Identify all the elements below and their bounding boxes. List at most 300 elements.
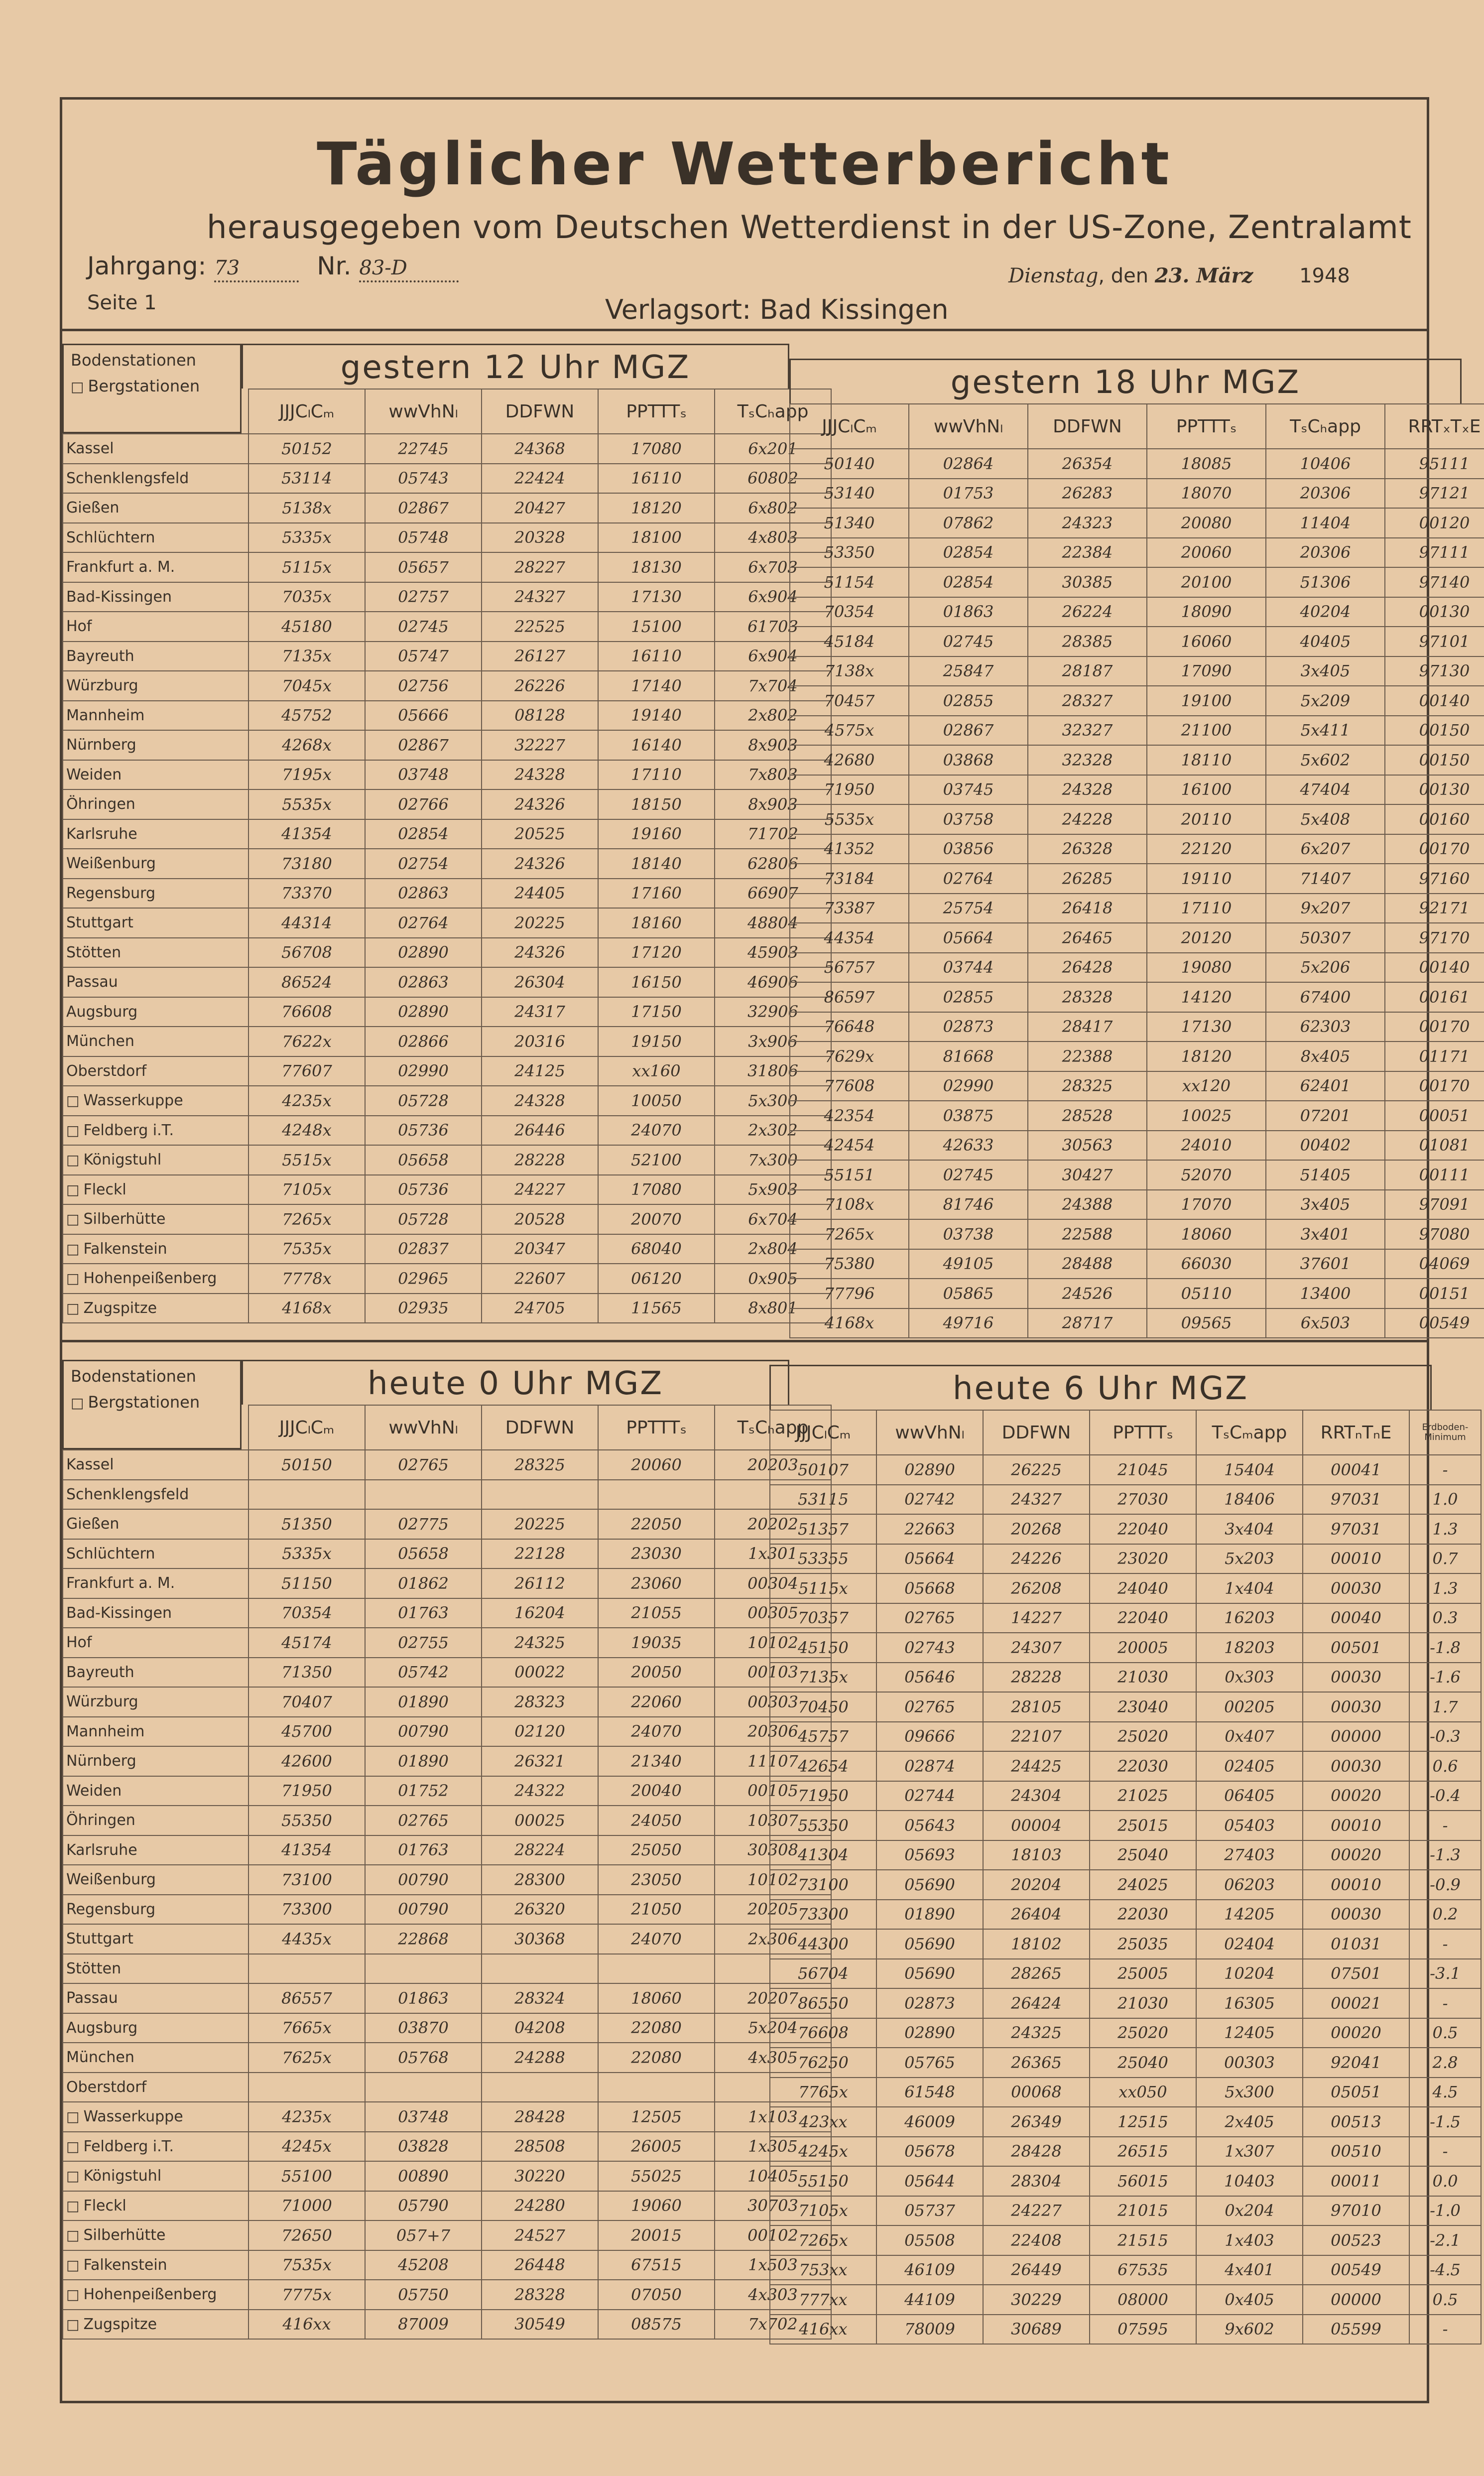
data-cell: 05743	[365, 464, 482, 494]
data-cell: 97170	[1385, 923, 1484, 953]
table-row	[63, 464, 831, 494]
data-cell: 26005	[598, 2132, 715, 2162]
data-cell: 4x305	[715, 2043, 831, 2073]
data-cell: 28105	[983, 1692, 1090, 1722]
data-cell: 26112	[482, 1568, 598, 1598]
data-cell: 72650	[248, 2220, 365, 2250]
data-cell: 16060	[1147, 627, 1266, 656]
table-row	[63, 1480, 831, 1510]
data-cell: 6x703	[715, 552, 831, 582]
data-cell: 22040	[1090, 1514, 1196, 1544]
table-row	[63, 1865, 831, 1895]
data-cell: 19160	[598, 819, 715, 849]
data-cell: 02756	[365, 671, 482, 701]
data-cell: 00022	[482, 1658, 598, 1688]
erdboden-cell: 0.2	[1409, 1900, 1481, 1930]
data-cell: 20225	[482, 1509, 598, 1539]
data-cell: 73300	[248, 1895, 365, 1925]
data-cell: 01171	[1385, 1042, 1484, 1071]
data-cell: 26465	[1028, 923, 1147, 953]
data-cell: 7x803	[715, 760, 831, 790]
data-cell: 07501	[1303, 1959, 1409, 1989]
data-cell: 67535	[1090, 2255, 1196, 2285]
data-cell: 01752	[365, 1776, 482, 1806]
data-cell: 24228	[1028, 804, 1147, 834]
data-cell: 02965	[365, 1264, 482, 1294]
data-cell: 00025	[482, 1806, 598, 1835]
station-name: □ Zugspitze	[63, 2310, 248, 2340]
table-row	[770, 1573, 1481, 1603]
data-cell: 00020	[1303, 1840, 1409, 1870]
table-row	[770, 2225, 1481, 2255]
data-cell: 62401	[1266, 1071, 1385, 1101]
data-cell: 7035x	[248, 582, 365, 612]
data-cell: 5x602	[1266, 745, 1385, 775]
data-cell: 53115	[770, 1485, 876, 1515]
data-cell: 60802	[715, 464, 831, 494]
table-row	[790, 1279, 1484, 1308]
data-cell: 25754	[909, 894, 1028, 923]
data-cell: 70354	[790, 597, 909, 627]
data-cell: 25020	[1090, 2018, 1196, 2048]
data-cell: 45180	[248, 612, 365, 642]
table-row	[790, 656, 1484, 686]
data-cell: 44109	[876, 2285, 983, 2315]
data-cell: 20268	[983, 1514, 1090, 1544]
data-cell: 00170	[1385, 1071, 1484, 1101]
data-cell: 20040	[598, 1776, 715, 1806]
data-cell: 11107	[715, 1746, 831, 1776]
data-cell: 4235x	[248, 1086, 365, 1116]
data-cell: 20015	[598, 2220, 715, 2250]
station-name: Weißenburg	[63, 1865, 248, 1895]
data-cell: 7x702	[715, 2310, 831, 2340]
data-cell: 24288	[482, 2043, 598, 2073]
data-cell: 20347	[482, 1234, 598, 1264]
table-row	[63, 2161, 831, 2191]
table-row	[63, 642, 831, 671]
data-cell: 5x203	[1196, 1544, 1303, 1574]
data-cell: 7135x	[770, 1663, 876, 1693]
data-cell: 24325	[482, 1628, 598, 1658]
data-cell: 05646	[876, 1663, 983, 1693]
table-row	[770, 2196, 1481, 2226]
data-cell: 00120	[1385, 508, 1484, 538]
data-cell: 10204	[1196, 1959, 1303, 1989]
station-name: Bad-Kissingen	[63, 1598, 248, 1628]
data-cell	[248, 1954, 365, 1984]
data-cell: 03856	[909, 834, 1028, 864]
data-cell: 24125	[482, 1056, 598, 1086]
data-cell: 18140	[598, 849, 715, 879]
data-cell: xx160	[598, 1056, 715, 1086]
data-cell: 22868	[365, 1924, 482, 1954]
data-cell: 17150	[598, 997, 715, 1027]
data-cell: 86524	[248, 967, 365, 997]
station-name: □ Wasserkuppe	[63, 2102, 248, 2132]
column-header: DDFWN	[482, 1405, 598, 1450]
data-cell: 50152	[248, 434, 365, 464]
data-cell: 20070	[598, 1204, 715, 1234]
data-cell: 20204	[983, 1870, 1090, 1900]
data-cell: 00140	[1385, 686, 1484, 716]
data-cell: 20202	[715, 1509, 831, 1539]
data-cell: 24040	[1090, 1573, 1196, 1603]
table-row	[63, 2043, 831, 2073]
table-row	[63, 819, 831, 849]
data-cell: 4575x	[790, 716, 909, 746]
data-cell: 18090	[1147, 597, 1266, 627]
data-cell: 6x503	[1266, 1308, 1385, 1338]
station-name: München	[63, 2043, 248, 2073]
table-row	[790, 894, 1484, 923]
table-row	[790, 1160, 1484, 1190]
station-name: Schenklengsfeld	[63, 464, 248, 494]
data-cell: 07862	[909, 508, 1028, 538]
data-cell: 26448	[482, 2250, 598, 2280]
table-row	[790, 538, 1484, 568]
data-cell: 23020	[1090, 1544, 1196, 1574]
table-row	[63, 1056, 831, 1086]
data-cell: 00513	[1303, 2107, 1409, 2137]
table-row	[790, 627, 1484, 656]
data-cell: 7195x	[248, 760, 365, 790]
data-cell: 18060	[1147, 1219, 1266, 1249]
data-cell: 05865	[909, 1279, 1028, 1308]
data-cell: 02745	[909, 627, 1028, 656]
data-cell: 30563	[1028, 1131, 1147, 1161]
data-cell: 25847	[909, 656, 1028, 686]
table-row	[63, 967, 831, 997]
data-cell: 24405	[482, 879, 598, 909]
data-cell: 03875	[909, 1101, 1028, 1131]
data-cell: 05508	[876, 2225, 983, 2255]
column-header: JJJCₗCₘ	[770, 1410, 876, 1455]
data-cell: 26354	[1028, 449, 1147, 479]
data-cell: 30368	[482, 1924, 598, 1954]
data-cell: 18100	[598, 523, 715, 553]
table-row	[770, 1900, 1481, 1930]
data-cell: 22080	[598, 2013, 715, 2043]
data-cell: 5115x	[248, 552, 365, 582]
data-cell: 10403	[1196, 2166, 1303, 2196]
data-cell: 5x903	[715, 1175, 831, 1205]
table-row	[63, 1294, 831, 1323]
station-name: Kassel	[63, 1450, 248, 1480]
data-cell: 057+7	[365, 2220, 482, 2250]
station-name: Gießen	[63, 493, 248, 523]
table-row	[63, 1450, 831, 1480]
data-cell: 41352	[790, 834, 909, 864]
data-cell: 21340	[598, 1746, 715, 1776]
data-cell: 30229	[983, 2285, 1090, 2315]
station-name: Öhringen	[63, 1806, 248, 1835]
data-cell: 00030	[1303, 1900, 1409, 1930]
data-cell: 21030	[1090, 1663, 1196, 1693]
data-cell: 02744	[876, 1781, 983, 1811]
data-cell: 6x201	[715, 434, 831, 464]
data-cell: 97121	[1385, 479, 1484, 509]
data-cell: 02890	[365, 997, 482, 1027]
table-row	[63, 1509, 831, 1539]
data-cell: 26349	[983, 2107, 1090, 2137]
data-cell: 9x207	[1266, 894, 1385, 923]
table-row	[63, 1175, 831, 1205]
data-cell: 71407	[1266, 864, 1385, 894]
data-cell: 46906	[715, 967, 831, 997]
table-row	[63, 671, 831, 701]
data-cell: 22588	[1028, 1219, 1147, 1249]
page-subtitle: herausgegeben vom Deutschen Wetterdienst in der US-Zone, Zentralamt	[207, 209, 1412, 246]
data-cell: 17130	[1147, 1012, 1266, 1042]
data-cell: 00151	[1385, 1279, 1484, 1308]
data-cell: 23060	[598, 1568, 715, 1598]
data-cell: 26226	[482, 671, 598, 701]
data-cell: 03738	[909, 1219, 1028, 1249]
data-cell: 14120	[1147, 982, 1266, 1012]
data-cell: 47404	[1266, 775, 1385, 805]
data-cell: 14205	[1196, 1900, 1303, 1930]
station-name: Karlsruhe	[63, 819, 248, 849]
data-cell: 10102	[715, 1865, 831, 1895]
data-cell: 28717	[1028, 1308, 1147, 1338]
data-cell: 00130	[1385, 775, 1484, 805]
data-cell: 18070	[1147, 479, 1266, 509]
data-cell: 21515	[1090, 2225, 1196, 2255]
data-cell: 17110	[1147, 894, 1266, 923]
station-name: Bayreuth	[63, 642, 248, 671]
data-cell	[482, 2073, 598, 2102]
data-cell: 05693	[876, 1840, 983, 1870]
data-cell: 14227	[983, 1603, 1090, 1633]
data-cell: 02867	[909, 716, 1028, 746]
table-row	[790, 1071, 1484, 1101]
data-cell: 00021	[1303, 1988, 1409, 2018]
data-cell: 5138x	[248, 493, 365, 523]
data-cell: 20080	[1147, 508, 1266, 538]
data-cell: 22128	[482, 1539, 598, 1569]
data-cell: 05644	[876, 2166, 983, 2196]
data-cell: 416xx	[770, 2315, 876, 2345]
station-name: Frankfurt a. M.	[63, 552, 248, 582]
data-cell: 02890	[876, 1455, 983, 1485]
data-cell: 7765x	[770, 2078, 876, 2107]
data-cell: 52070	[1147, 1160, 1266, 1190]
data-cell: 00102	[715, 2220, 831, 2250]
data-cell: 28300	[482, 1865, 598, 1895]
table-row	[63, 1924, 831, 1954]
data-cell: 00205	[1196, 1692, 1303, 1722]
station-name: □ Silberhütte	[63, 1204, 248, 1234]
data-cell: 02405	[1196, 1751, 1303, 1781]
data-cell: 16100	[1147, 775, 1266, 805]
erdboden-cell: -	[1409, 2315, 1481, 2345]
data-cell: 87009	[365, 2310, 482, 2340]
data-cell: 09666	[876, 1722, 983, 1752]
data-cell: 20528	[482, 1204, 598, 1234]
station-name: □ Hohenpeißenberg	[63, 1264, 248, 1294]
data-cell: 45208	[365, 2250, 482, 2280]
data-cell: 28385	[1028, 627, 1147, 656]
nr-value: 83-D	[359, 257, 407, 279]
erdboden-cell: 0.5	[1409, 2018, 1481, 2048]
table-row	[63, 1539, 831, 1569]
erdboden-cell: -2.1	[1409, 2225, 1481, 2255]
data-cell: 97091	[1385, 1190, 1484, 1220]
station-name: Würzburg	[63, 1687, 248, 1717]
data-cell: 02990	[365, 1056, 482, 1086]
data-cell: 26404	[983, 1900, 1090, 1930]
station-name: Regensburg	[63, 1895, 248, 1925]
column-header: RRTₙTₙE	[1303, 1410, 1409, 1455]
data-cell: 6x904	[715, 642, 831, 671]
data-cell: 24326	[482, 789, 598, 819]
station-name: Frankfurt a. M.	[63, 1568, 248, 1598]
data-cell: 28224	[482, 1835, 598, 1865]
data-cell: 42680	[790, 745, 909, 775]
data-cell: 86557	[248, 1983, 365, 2013]
data-cell: 00402	[1266, 1131, 1385, 1161]
data-cell: 5515x	[248, 1145, 365, 1175]
data-cell: 1x403	[1196, 2225, 1303, 2255]
data-cell: 3x906	[715, 1027, 831, 1056]
data-cell: 02755	[365, 1628, 482, 1658]
data-cell: 05750	[365, 2280, 482, 2310]
erdboden-cell: 1.7	[1409, 1692, 1481, 1722]
data-cell: 00068	[983, 2078, 1090, 2107]
data-cell: 02890	[876, 2018, 983, 2048]
data-cell: 5x300	[1196, 2078, 1303, 2107]
table-row	[770, 1988, 1481, 2018]
data-cell: 10307	[715, 1806, 831, 1835]
table-row	[63, 1895, 831, 1925]
data-cell: 03748	[365, 2102, 482, 2132]
data-cell: 76250	[770, 2048, 876, 2078]
data-cell: 18120	[1147, 1042, 1266, 1071]
data-cell: 17110	[598, 760, 715, 790]
data-cell: 21025	[1090, 1781, 1196, 1811]
data-cell: 05690	[876, 1870, 983, 1900]
data-cell: 3x405	[1266, 656, 1385, 686]
data-cell: 55350	[770, 1811, 876, 1840]
column-header: JJJCₗCₘ	[248, 1405, 365, 1450]
table-row	[790, 1219, 1484, 1249]
data-cell: 02745	[365, 612, 482, 642]
data-cell: 22030	[1090, 1751, 1196, 1781]
data-cell: 56757	[790, 953, 909, 983]
data-cell: 26224	[1028, 597, 1147, 627]
data-cell: 22080	[598, 2043, 715, 2073]
data-cell: 10050	[598, 1086, 715, 1116]
data-cell: 08000	[1090, 2285, 1196, 2315]
data-cell: 15404	[1196, 1455, 1303, 1485]
data-cell: 24328	[1028, 775, 1147, 805]
data-cell: 00020	[1303, 2018, 1409, 2048]
data-cell: 18102	[983, 1929, 1090, 1959]
data-cell: 3x401	[1266, 1219, 1385, 1249]
data-cell: 26365	[983, 2048, 1090, 2078]
data-cell: 26515	[1090, 2137, 1196, 2167]
data-cell: 02866	[365, 1027, 482, 1056]
data-cell: 10406	[1266, 449, 1385, 479]
station-name: Schlüchtern	[63, 1539, 248, 1569]
data-cell: 92171	[1385, 894, 1484, 923]
data-cell: 24328	[482, 760, 598, 790]
data-cell: 7045x	[248, 671, 365, 701]
data-cell: 28508	[482, 2132, 598, 2162]
data-cell: 02855	[909, 982, 1028, 1012]
station-name: Karlsruhe	[63, 1835, 248, 1865]
table-row	[63, 1027, 831, 1056]
table-row	[63, 1717, 831, 1747]
data-cell: 7138x	[790, 656, 909, 686]
data-cell: 17090	[1147, 656, 1266, 686]
table-row	[63, 1116, 831, 1146]
data-cell: 00011	[1303, 2166, 1409, 2196]
table-row	[63, 2220, 831, 2250]
data-cell: 56708	[248, 938, 365, 968]
data-cell: 67400	[1266, 982, 1385, 1012]
erdboden-cell: 0.3	[1409, 1603, 1481, 1633]
data-cell: 30308	[715, 1835, 831, 1865]
erdboden-cell: -3.1	[1409, 1959, 1481, 1989]
data-cell: 30689	[983, 2315, 1090, 2345]
data-cell: 44300	[770, 1929, 876, 1959]
data-cell: 25050	[598, 1835, 715, 1865]
data-cell: 05728	[365, 1086, 482, 1116]
data-cell: 01031	[1303, 1929, 1409, 1959]
data-cell: 11565	[598, 1294, 715, 1323]
data-cell: 45757	[770, 1722, 876, 1752]
data-cell: 00010	[1303, 1544, 1409, 1574]
data-cell: 00000	[1303, 1722, 1409, 1752]
data-cell: 02742	[876, 1485, 983, 1515]
data-cell: 26208	[983, 1573, 1090, 1603]
data-cell: 7135x	[248, 642, 365, 671]
station-name: Regensburg	[63, 879, 248, 909]
data-cell: 44354	[790, 923, 909, 953]
data-cell: 01890	[365, 1687, 482, 1717]
data-cell: 97130	[1385, 656, 1484, 686]
data-cell: 16140	[598, 730, 715, 760]
data-cell: 53350	[790, 538, 909, 568]
data-cell: 01862	[365, 1568, 482, 1598]
data-cell: 24050	[598, 1806, 715, 1835]
data-cell: 00000	[1303, 2285, 1409, 2315]
station-name: □ Feldberg i.T.	[63, 2132, 248, 2162]
data-cell: 17130	[598, 582, 715, 612]
data-cell: 25015	[1090, 1811, 1196, 1840]
data-cell: 27030	[1090, 1485, 1196, 1515]
data-cell: 70407	[248, 1687, 365, 1717]
data-cell: 20306	[1266, 479, 1385, 509]
data-cell: 8x903	[715, 730, 831, 760]
station-name: Stötten	[63, 1954, 248, 1984]
data-cell: 18103	[983, 1840, 1090, 1870]
column-header: RRTₓTₓE	[1385, 404, 1484, 449]
data-cell: 28304	[983, 2166, 1090, 2196]
data-cell: 01863	[365, 1983, 482, 2013]
panel-title: gestern 18 Uhr MGZ	[789, 359, 1462, 403]
issue-date	[1008, 264, 1350, 287]
data-cell: 05666	[365, 701, 482, 731]
data-cell: 00304	[715, 1568, 831, 1598]
data-cell: 00004	[983, 1811, 1090, 1840]
data-cell: 19140	[598, 701, 715, 731]
data-cell: 71702	[715, 819, 831, 849]
table-row	[790, 1101, 1484, 1131]
data-cell: 22388	[1028, 1042, 1147, 1071]
